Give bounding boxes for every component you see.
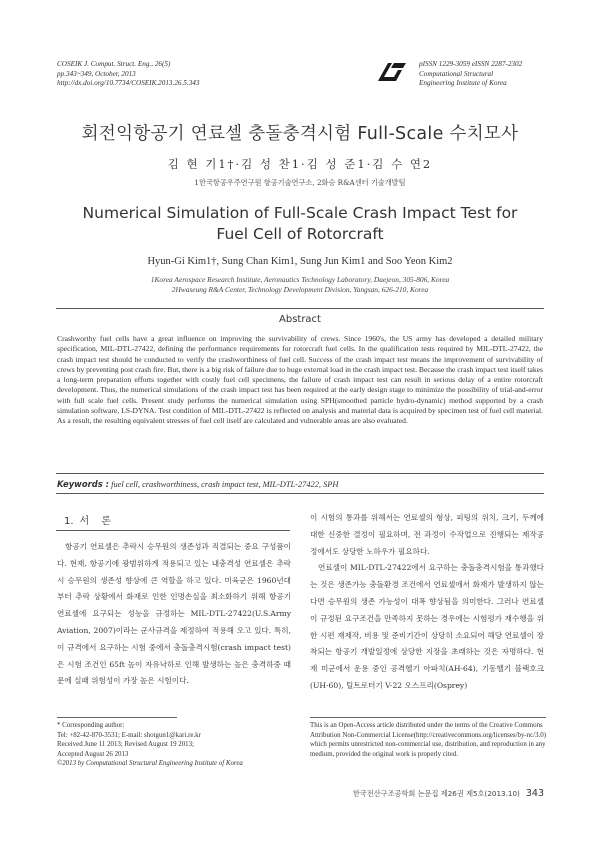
publisher-line-2: Engineering Institute of Korea — [419, 79, 507, 88]
section-title: 서론 — [79, 516, 123, 527]
intro-paragraph-3: 연료셀이 MIL-DTL-27422에서 요구하는 충돌충격시험을 통과했다는 것은 생존가능 충돌환경 조건에서 연료셀에서 화재가 발생하지 않는다면 승무원의 생존 가능성이 대폭 향상됨을 의미한다. 그러나 연료셀이 규정된 요구조건을 만족하지 못하는 경우에는 시험평가 재수행을 위한 시편 재제작, 비용 및 준비기간이 상당히 소요되어 해당 연료셀이 장착되는 항공기 개발일정에 상당한 지장을 초래하는 것은 자명하다. 현재 미군에서 운용 중인 공격헬기 아파치(AH-64), 기동헬기 블랙호크(UH-60), 틸트로터기 V-22 오스프리(Osprey) — [310, 563, 544, 690]
footnote-corresponding: * Corresponding author: — [57, 722, 125, 729]
footer-journal: 한국전산구조공학회 논문집 제26권 제5호(2013.10) — [352, 789, 520, 798]
keywords-rule — [56, 493, 544, 494]
journal-name: COSEIK J. Comput. Struct. Eng., 26(5) — [57, 60, 171, 68]
coseik-logo-icon — [376, 61, 408, 83]
open-access-rule — [310, 717, 546, 718]
intro-paragraph-1: 항공기 연료셀은 추락시 승무원의 생존성과 직결되는 중요 구성품이다. 현재, 항공기에 광범위하게 적용되고 있는 내충격성 연료셀은 추락시 승무원의 생존성 향상에 큰 역할을 하고 있다. 미육군은 1960년대 부터 추락 상황에서 화재로 인한 인명손실을 최소화하기 위해 항공기 연료셀에 요구되는 성능을 규정하는 MIL-DTL-27422(U.S.Army Aviation, 2007)이라는 군사규격을 제정하여 적용해 오고 있다. 특히, 이 규격에서 요구하는 시험 중에서 충돌충격시험(crash impact test)은 시험 조건인 65ft 높이 자유낙하로 인해 발생하는 높은 충격하중 때문에 실패 위험성이 가장 높은 시험이다. — [57, 542, 291, 686]
footnote-received: Received June 11 2013; Revised August 19 2013; — [57, 741, 194, 749]
footnote-rule — [57, 717, 177, 718]
issn-line: pISSN 1229-3059 eISSN 2287-2302 — [419, 60, 523, 68]
abstract-text: Crashworthy fuel cells have a great influence on improving the survivability of crews. Since 1960's, the US army has developed a detailed military specification, MIL-DTL-27422, defining the performance requirements for rotorcraft fuel cells. In the qualification tests required by MIL-DTL-27422, the crash impact test should be conducted to verify the crashworthiness of fuel cell. Success of the crash impact test means the improvement of survivability of crews by preventing post crash fire. But, there is a big risk of failure due to huge external load in the crash impact test. Because the crash impact test itself takes a long-term preparation efforts together with costly fuel cell specimens, the failure of crash impact test can result in serious delay of a entire rotorcraft development. Thus, the numerical simulations of the crash impact test has been required at the early design stage to minimize the possibility of trial-and-error with full scale fuel cells. Present study performs the numerical simulation using SPH(smoothed particle hydro-dynamic) method supported by a crash simulation software, LS-DYNA. Test condition of MIL-DTL-27422 is reflected on analysis and material data is acquired by specimen test of fuel cell material. As a result, the resulting equivalent stresses of fuel cell itself are calculated and vulnerable areas are also evaluated. — [57, 334, 543, 426]
abstract-heading: Abstract — [279, 314, 321, 325]
journal-doi: http://dx.doi.org/10.7734/COSEIK.2013.26.5.343 — [57, 79, 200, 88]
body-column-left — [57, 539, 291, 690]
open-access-text: This is an Open-Access article distributed under the terms of the Creative Commons Attribution Non-Commercial License(http://creativecommons.org/licenses/by-nc/3.0) which permits unrestricted non-commercial use, distribution, and reproduction in any medium, provided the original work is properly cited. — [310, 722, 547, 758]
english-title-line-1: Numerical Simulation of Full-Scale Crash Impact Test for — [82, 204, 518, 222]
abstract-body — [57, 334, 543, 427]
body-column-right — [310, 510, 544, 695]
section-rule — [56, 530, 290, 531]
keywords-label: Keywords : — [57, 479, 110, 489]
abstract-bottom-rule — [56, 473, 544, 474]
page-number: 343 — [525, 788, 544, 799]
publisher-line-1: Computational Structural — [419, 69, 494, 78]
korean-authors: 김 현 기1†·김 성 찬1·김 성 준1·김 수 연2 — [167, 157, 433, 171]
footnote-contact: Tel: +82-42-870-3531; E-mail: shotgun1@kari.re.kr — [57, 731, 201, 739]
section-number: 1. — [64, 516, 74, 527]
footnote-accepted: Accepted August 26 2013 — [57, 750, 129, 758]
keywords-text: fuel cell, crashworthiness, crash impact test, MIL-DTL-27422, SPH — [109, 480, 339, 489]
issn-block — [419, 60, 522, 89]
affiliation-1: 1Korea Aerospace Research Institute, Aeronautics Technology Laboratory, Daejeon, 305-806, Korea — [150, 275, 450, 284]
english-affiliations — [0, 275, 600, 295]
korean-affiliations: 1한국항공우주연구원 항공기술연구소, 2화승 R&A센터 기술개발팀 — [194, 178, 406, 187]
corresponding-author-footnote — [57, 721, 293, 769]
page-footer — [310, 788, 544, 799]
affiliation-2: 2Hwaseung R&A Center, Technology Development Division, Yangsan, 626-210, Korea — [171, 285, 429, 294]
section-heading — [64, 512, 123, 527]
footnote-copyright: ©2013 by Computational Structural Engineering Institute of Korea — [57, 760, 243, 768]
journal-pages: pp.343~349, October, 2013 — [57, 69, 136, 78]
journal-citation — [57, 60, 199, 89]
abstract-top-rule — [56, 308, 544, 309]
intro-paragraph-2: 이 시험의 통과를 위해서는 연료셀의 형상, 피팅의 위치, 크기, 두께에 대한 신중한 결정이 필요하며, 전 과정이 수작업으로 진행되는 제작공정에서도 상당한 노하우가 필요하다. — [310, 513, 544, 556]
english-authors: Hyun-Gi Kim1†, Sung Chan Kim1, Sung Jun Kim1 and Soo Yeon Kim2 — [147, 256, 453, 267]
keywords — [57, 479, 543, 489]
english-title-line-2: Fuel Cell of Rotorcraft — [216, 225, 384, 243]
open-access-footnote — [310, 721, 546, 759]
korean-title: 회전익항공기 연료셀 충돌충격시험 Full-Scale 수치모사 — [81, 124, 519, 144]
english-title — [0, 203, 600, 245]
